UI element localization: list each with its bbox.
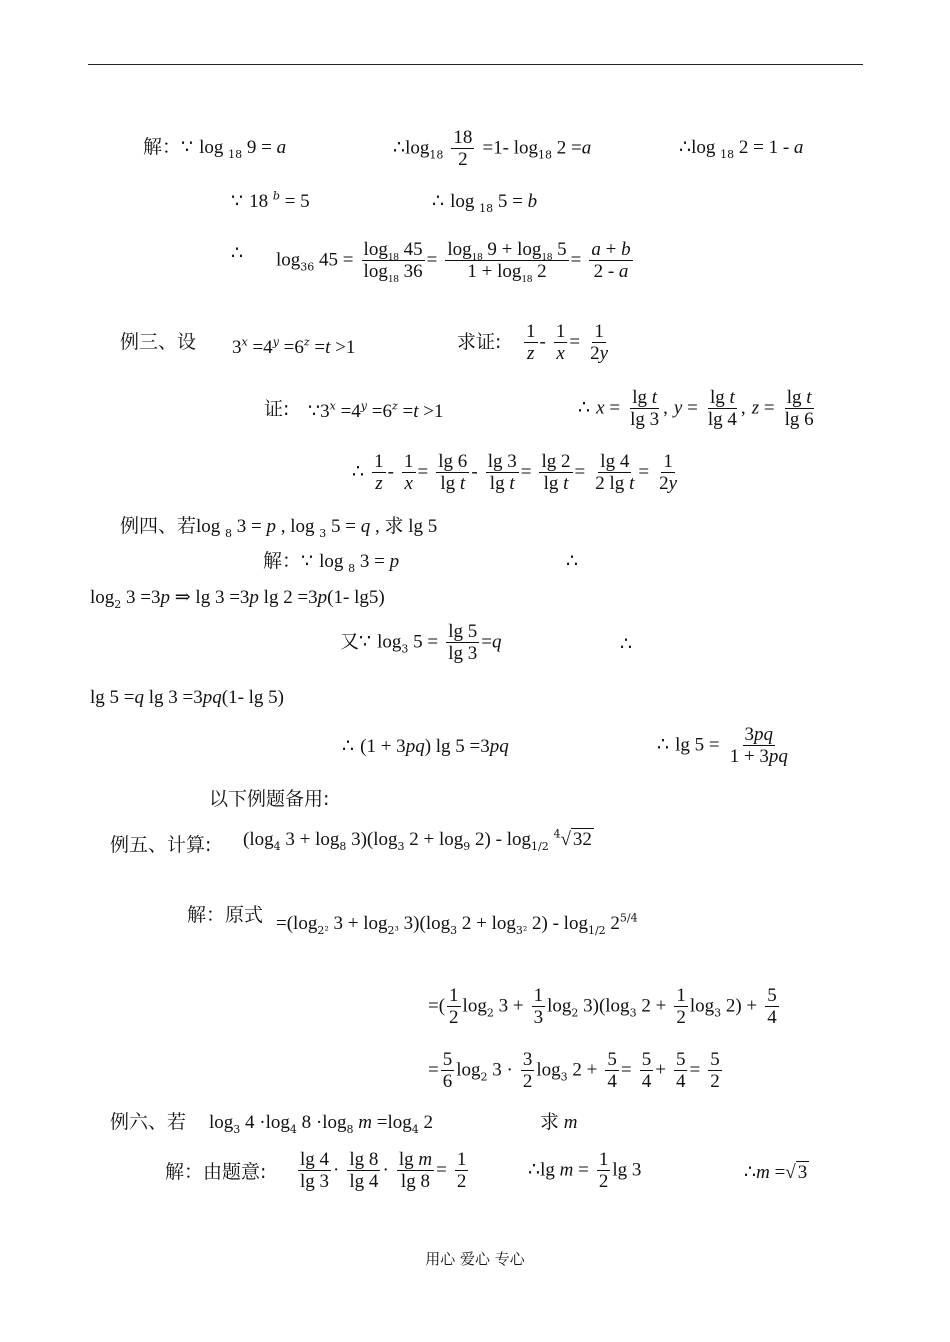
ex6-solution-label: 解：由题意: (165, 1161, 267, 1183)
ex6-result-1: ∴lg m = $\frac{1}{2}$ lg 3 (528, 1149, 642, 1192)
line-1c: ∴log $_{18}$ 2 = 1 - a (679, 136, 804, 161)
ex4-line-1: $\log_2 3 =3p$ ⇒ lg 3 =3p lg 2 =3p(1- lg5) (90, 587, 385, 611)
ex5-step-1: $=(\log_{2^2}$ $3 + \log_{2^3} 3)(\log_3$ $2 + \log_{3^2} 2) - \log_{1/2} 2^{5/4}$ (276, 911, 638, 937)
ex4-line-3: lg 5 =q lg 3 =3pq(1- lg 5) (90, 687, 285, 708)
ex5-expression: ($\log_4$ $3 + \log_8 3)(\log_3$ $2 + \log_9 2) - \log_{1/2} ^4√$ 32 (243, 827, 592, 853)
ex5-step-3: = $\frac{5}{6}$ $\log_2 3$ · $\frac{3}{2}$ $\log_3 2$ + $\frac{5}{4}$ = $\frac{5}{4}$ + $\frac{5}{4}$ = $\frac{5}{2}$ (428, 1049, 720, 1092)
ex6-result-2: ∴m =√ 3 (744, 1161, 808, 1183)
line-1a: 解：∵ log $_{18}$ 9 = a (143, 136, 287, 161)
page-footer: 用心 爱心 专心 (425, 1250, 525, 1268)
proof-condition: $\because 3^x =4^y =6^z =t >1$ (308, 399, 444, 422)
ex6-ask: 求 m (540, 1111, 578, 1133)
ex3-prove: $\frac{1}{z}$ - $\frac{1}{x}$ = $\frac{1}{2y}$ (526, 321, 609, 364)
line-3: $\log_{36} 45$ = $\frac{\log_{18} 45}{\log_{18} 36}$ = $\frac{\log_{18} 9 + \log_{18} 5}{1 + \log_{18} 2}$ = $\frac{a + b}{2 - a}$ (276, 239, 631, 285)
ex4-line-2: 又∵ $\log_3 5$ = $\frac{\lg 5}{\lg 3}$ =q (340, 621, 502, 664)
proof-label: 证: (264, 398, 290, 420)
line-2a: ∵ 18 $^b$ = 5 (231, 189, 310, 212)
ex4-therefore-2: ∴ (620, 633, 633, 655)
proof-xyz: ∴ x = $\frac{\text{lg t}}{\lg 3}$ , y = $\frac{\text{lg t}}{\lg 4}$ , z = $\frac{\text{lg t}}{\lg 6}$ (578, 387, 814, 430)
line-3-therefore: ∴ (231, 242, 244, 264)
ex3-condition: $3^x =4^y =6^z =t >1$ (232, 335, 356, 358)
ex5-solution-label: 解：原式 (187, 904, 264, 926)
ex4-line-4b: ∴ lg 5 = $\frac{3pq}{1 + 3pq}$ (657, 724, 788, 767)
ex6-expression: $\log_3 4 \cdot\log_4$ $8 \cdot\log_8$ $m =\log_4$ 2 (209, 1112, 433, 1136)
ex6-label: 例六、若 (110, 1111, 187, 1133)
ex3-label: 例三、设 (120, 331, 197, 353)
ex3-prove-label: 求证: (457, 331, 502, 353)
line-1b: $\therefore\log_{18}$ $\frac{18}{2}$ =1- $\log_{18} 2 =a$ (393, 127, 592, 170)
ex5-label: 例五、计算: (110, 834, 212, 856)
ex4-question: 例四、若log $_8$ 3 = p , log $_3$ 5 = q , 求 lg 5 (120, 515, 438, 540)
ex5-step-2: =( $\frac{1}{2}$ $\log_2 3$ + $\frac{1}{3}$ $\log_2 3)(\log_3$ 2 + $\frac{1}{2}$ $\log_3 2$) + $\frac{5}{4}$ (428, 985, 777, 1028)
backup-heading: 以下例题备用: (209, 788, 330, 810)
ex4-line-4a: ∴ (1 + 3pq) lg 5 =3pq (342, 735, 509, 757)
ex6-solution: $\frac{\lg 4}{\lg 3}$ · $\frac{\lg 8}{\lg 4}$ · $\frac{\text{lg m}}{\lg 8}$ = $\frac{1}{2}$ (300, 1149, 467, 1192)
line-2b: ∴ log $_{18}$ 5 = b (432, 190, 538, 215)
proof-result: ∴ $\frac{1}{z}$ - $\frac{1}{x}$ = $\frac{\lg 6}{\text{lg t}}$ - $\frac{\lg 3}{\text{lg t}}$ = $\frac{\lg 2}{\text{lg t}}$ = $\frac{\lg 4}{\text{2 lg t}}$ = $\frac{1}{2y}$ (352, 451, 678, 494)
ex4-therefore-1: ∴ (566, 550, 579, 572)
ex4-solution: 解：∵ log $_8$ 3 = p (263, 550, 400, 575)
header-rule (88, 64, 863, 65)
